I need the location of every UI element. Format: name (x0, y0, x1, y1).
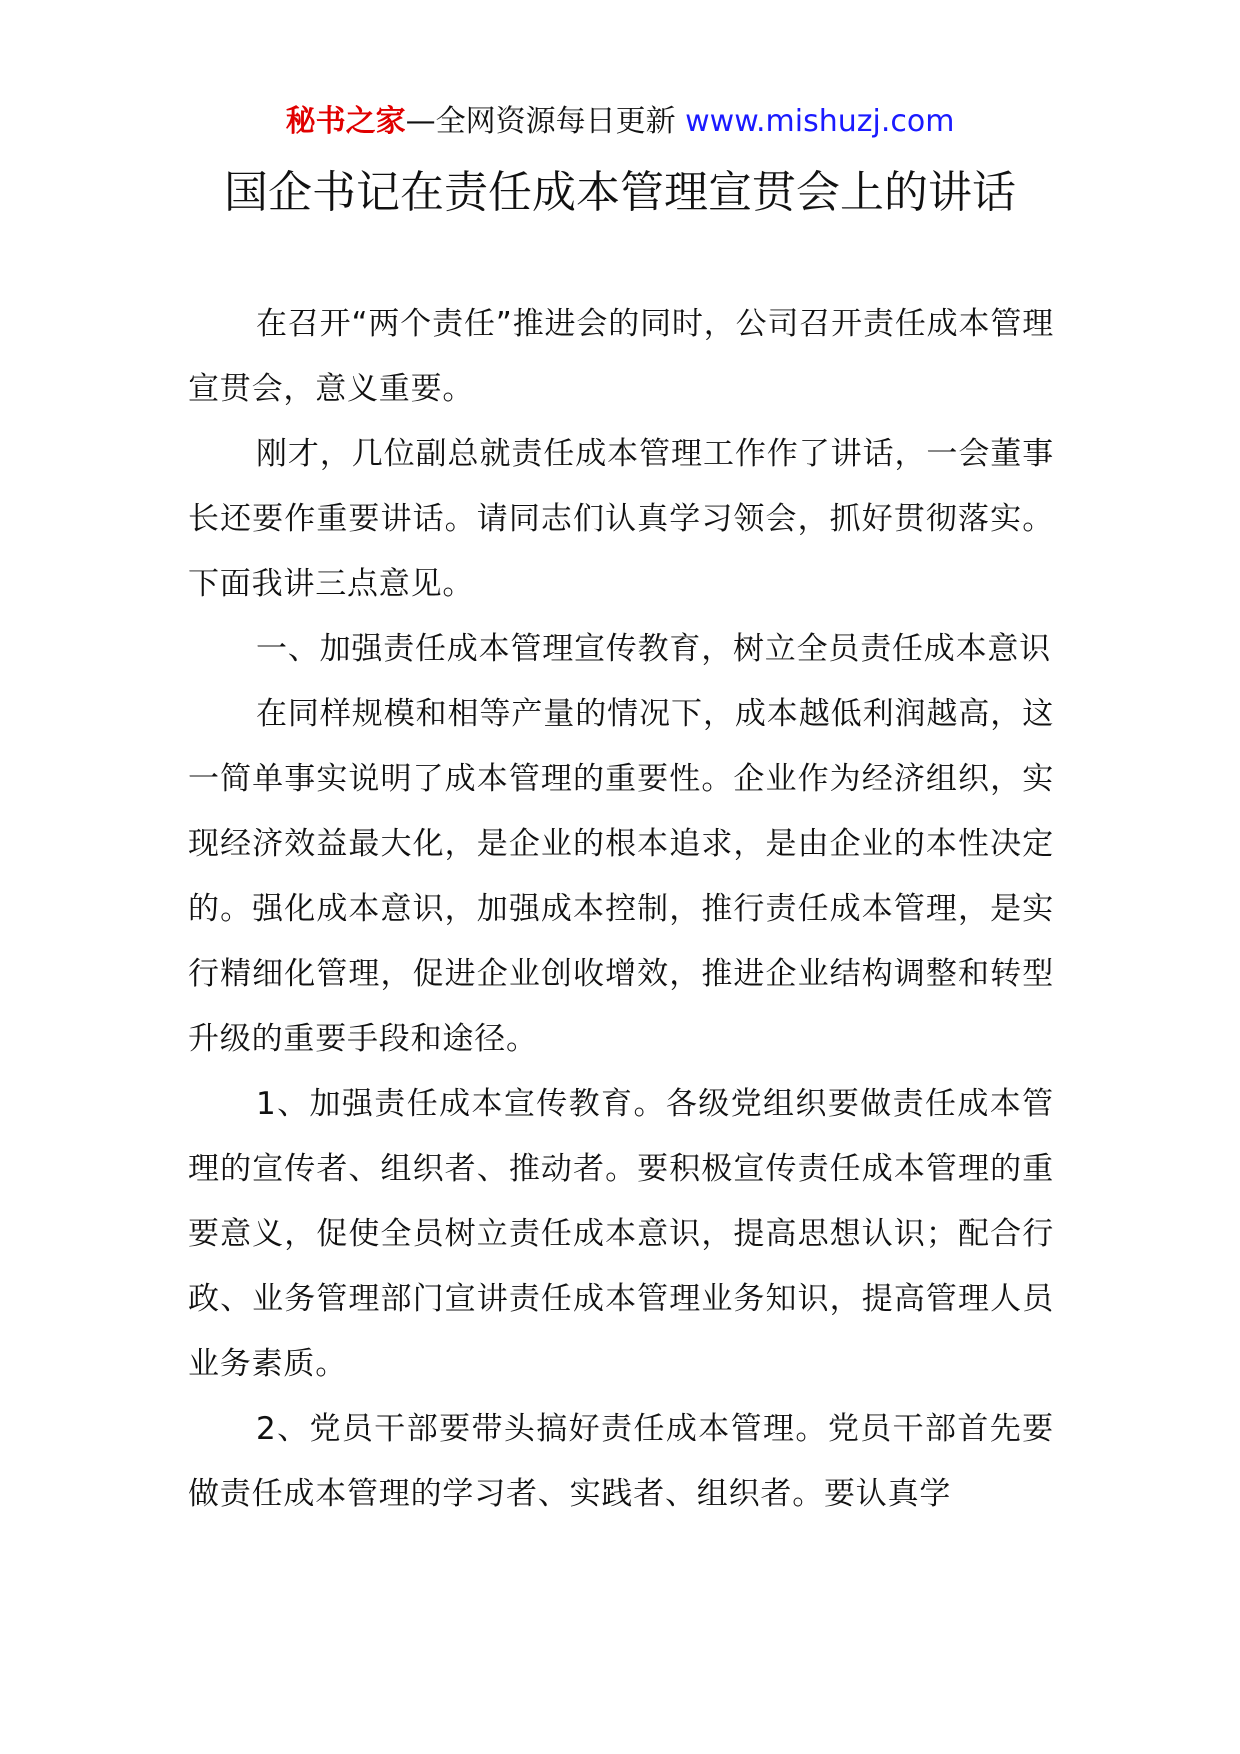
watermark-url[interactable]: www.mishuzj.com (685, 104, 955, 139)
paragraph: 在召开“两个责任”推进会的同时，公司召开责任成本管理宣贯会，意义重要。 (188, 306, 1054, 407)
watermark-slogan: —全网资源每日更新 (405, 104, 676, 139)
document-body (188, 292, 1054, 1527)
section-heading: 一、加强责任成本管理宣传教育，树立全员责任成本意识 (256, 631, 1051, 667)
paragraph: 在同样规模和相等产量的情况下，成本越低利润越高，这一简单事实说明了成本管理的重要性。企业作为经济组织，实现经济效益最大化，是企业的根本追求，是由企业的本性决定的。强化成本意识，加强成本控制，推行责任成本管理，是实行精细化管理，促进企业创收增效，推进企业结构调整和转型升级的重要手段和途径。 (188, 696, 1054, 1057)
watermark-header (0, 100, 1240, 144)
paragraph: 2、党员干部要带头搞好责任成本管理。党员干部首先要做责任成本管理的学习者、实践者、组织者。要认真学 (188, 1411, 1054, 1512)
paragraph: 1、加强责任成本宣传教育。各级党组织要做责任成本管理的宣传者、组织者、推动者。要积极宣传责任成本管理的重要意义，促使全员树立责任成本意识，提高思想认识；配合行政、业务管理部门宣讲责任成本管理业务知识，提高管理人员业务素质。 (188, 1086, 1054, 1382)
watermark-brand: 秘书之家 (285, 104, 406, 139)
document-title: 国企书记在责任成本管理宣贯会上的讲话 (224, 167, 1016, 218)
paragraph: 刚才，几位副总就责任成本管理工作作了讲话，一会董事长还要作重要讲话。请同志们认真学习领会，抓好贯彻落实。下面我讲三点意见。 (188, 436, 1054, 602)
